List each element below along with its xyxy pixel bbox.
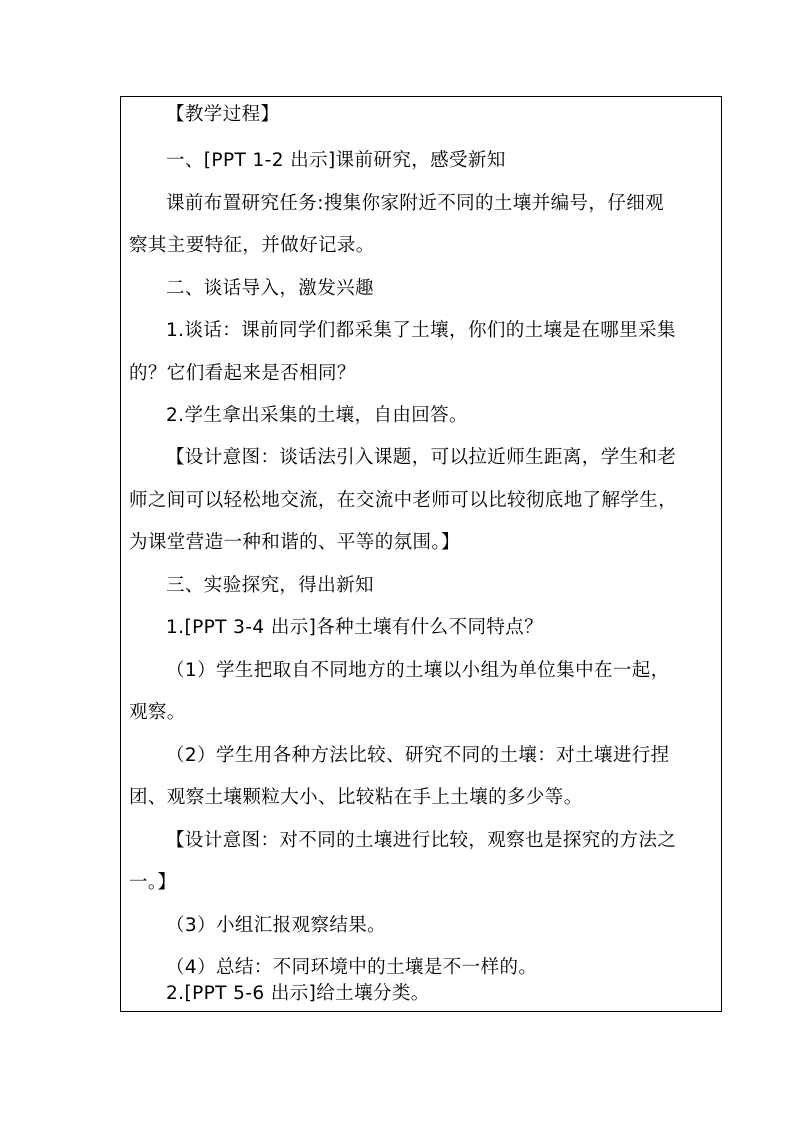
paragraph-line: 观察。	[129, 702, 186, 723]
paragraph-line: 课前布置研究任务:搜集你家附近不同的土壤并编号，仔细观	[166, 193, 665, 214]
design-intent-note: 师之间可以轻松地交流，在交流中老师可以比较彻底地了解学生，	[129, 490, 678, 511]
section-heading-1: 一、[PPT 1-2 出示]课前研究，感受新知	[166, 150, 506, 171]
section-heading-2: 二、谈话导入，激发兴趣	[166, 278, 374, 299]
design-intent-note: 【设计意图：谈话法引入课题，可以拉近师生距离，学生和老	[166, 447, 677, 468]
section-heading-teaching-process: 【教学过程】	[166, 104, 280, 125]
paragraph-line: 的？它们看起来是否相同？	[129, 363, 356, 384]
paragraph-line: 2.[PPT 5-6 出示]给土壤分类。	[166, 983, 430, 1004]
paragraph-line: 1.[PPT 3-4 出示]各种土壤有什么不同特点？	[166, 617, 544, 638]
lesson-plan-table-cell	[120, 96, 722, 1012]
paragraph-line: 察其主要特征，并做好记录。	[129, 235, 375, 256]
paragraph-line: （3）小组汇报观察结果。	[166, 915, 387, 936]
design-intent-note: 一。】	[129, 872, 177, 893]
paragraph-line: （1）学生把取自不同地方的土壤以小组为单位集中在一起，	[166, 660, 670, 681]
paragraph-line: 1.谈话：课前同学们都采集了土壤，你们的土壤是在哪里采集	[166, 320, 676, 341]
design-intent-note: 【设计意图：对不同的土壤进行比较，观察也是探究的方法之	[166, 830, 677, 851]
paragraph-line: 团、观察土壤颗粒大小、比较粘在手上土壤的多少等。	[129, 787, 583, 808]
section-heading-3: 三、实验探究，得出新知	[166, 575, 374, 596]
design-intent-note: 为课堂营造一种和谐的、平等的氛围。】	[129, 532, 460, 553]
paragraph-line: 2.学生拿出采集的土壤，自由回答。	[166, 405, 468, 426]
paragraph-line: （4）总结：不同环境中的土壤是不一样的。	[166, 957, 538, 978]
paragraph-line: （2）学生用各种方法比较、研究不同的土壤：对土壤进行捏	[166, 745, 670, 766]
